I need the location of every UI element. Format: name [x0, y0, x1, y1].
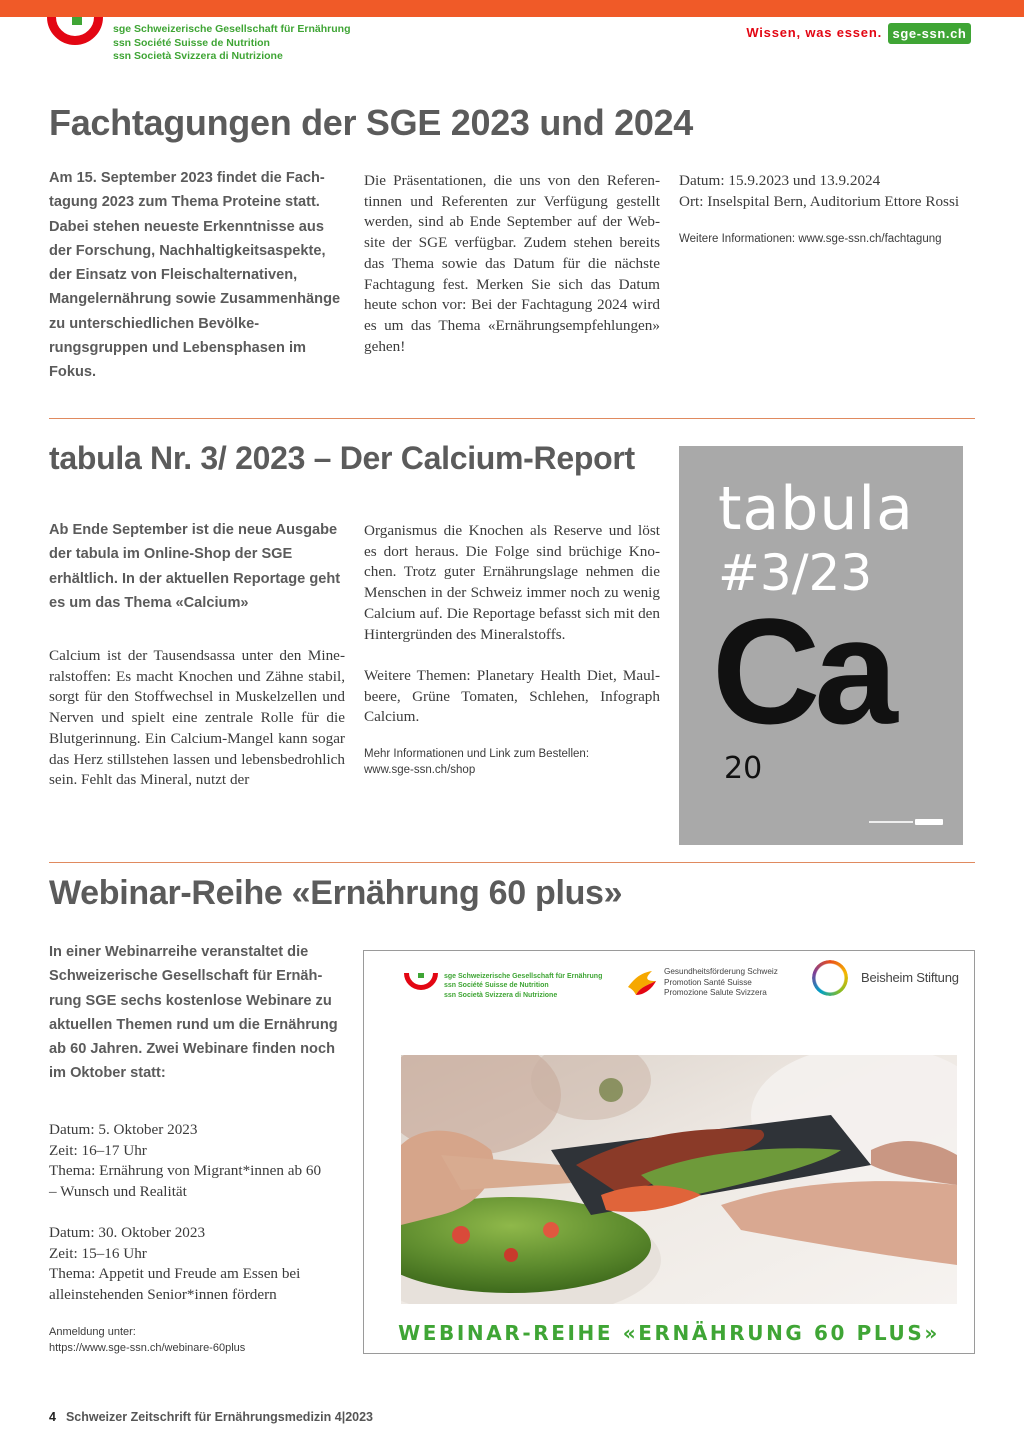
organization-names — [113, 23, 351, 64]
banner-caption: WEBINAR-REIHE «ERNÄHRUNG 60 PLUS» — [398, 1321, 940, 1345]
webinar-date: Datum: 30. Oktober 2023 — [49, 1224, 206, 1241]
org-line — [444, 991, 602, 1000]
section-title-webinar: Webinar-Reihe «Ernährung 60 plus» — [49, 874, 623, 912]
journal-title: Schweizer Zeitschrift für Ernährungsmedizin 4|2023 — [65, 1410, 374, 1424]
org-name: Schweizerische Gesellschaft für Ernährung — [134, 23, 351, 35]
org-line — [113, 37, 351, 51]
webinar-topic: Thema: Appetit und Freude am Essen bei — [49, 1265, 301, 1283]
beisheim-logo-icon — [812, 960, 848, 996]
food-sharing-photo — [401, 1055, 957, 1304]
registration-label: Anmeldung unter: — [49, 1326, 136, 1338]
webinar-date: Datum: 5. Oktober 2023 — [49, 1121, 198, 1138]
order-info-url[interactable]: www.sge-ssn.ch/shop — [364, 764, 476, 776]
tabula-cover-image — [679, 446, 963, 845]
top-accent-bar — [0, 0, 1024, 17]
webinar-time: Zeit: 15–16 Uhr — [49, 1244, 147, 1262]
event-date: Datum: 15.9.2023 und 13.9.2024 — [679, 172, 881, 189]
org-name: Société Suisse de Nutrition — [134, 36, 270, 49]
gesundheitsfoerderung-logo-icon — [626, 969, 660, 997]
webinar-time: Zeit: 16–17 Uhr — [49, 1141, 147, 1159]
section2-body-left: Calcium ist der Tausendsassa unter den Mineralstoffen: Es macht Knochen und Zähne stabil, sorgt für den Stoffwechsel in Muskelzellen und Nerven und spielt eine zentrale Rolle für die Blutgerinnung. Ein Calcium-Mangel kann sogar das Herz stillstehen lassen und lebensbedrohlich sein. Fehlt das Mineral, nutzt der — [49, 647, 345, 789]
page-footer — [49, 1410, 373, 1424]
webinar-item — [49, 1120, 349, 1203]
partner-beisheim: Beisheim Stiftung — [861, 970, 959, 985]
partner-gesundheitsfoerderung — [664, 967, 778, 999]
cover-element-symbol: Ca — [712, 587, 892, 755]
section1-body-text: Die Präsentationen, die uns von den Referentinnen und Referenten zur Verfügung gestellt werden, sind ab Ende September auf der Website der SGE verfügbar. Zudem stehen bereits das Thema sowie das Datum für die nächste Fachtagung fest. Merken Sie sich das Datum heute schon vor: Bei der Fachtagung 2024 wird es um das Thema «Ernährungsempfehlungen» gehen! — [364, 172, 660, 355]
webinar-topic-continued: alleinstehenden Senior*innen fördern — [49, 1286, 277, 1304]
section-divider — [49, 862, 975, 863]
banner-org-names — [444, 972, 602, 1000]
org-abbr: sge — [113, 23, 132, 35]
partner-line: Gesundheitsförderung Schweiz — [664, 967, 778, 976]
section-title-fachtagungen: Fachtagungen der SGE 2023 und 2024 — [49, 102, 694, 143]
cover-issue: #3/23 — [718, 544, 873, 602]
webinar-banner — [363, 950, 975, 1354]
cover-brand: tabula — [718, 474, 914, 544]
org-abbr: ssn — [444, 982, 457, 990]
cover-footer-mark — [869, 818, 943, 826]
webinar-item — [49, 1223, 349, 1306]
org-line — [113, 23, 351, 37]
org-abbr: ssn — [113, 50, 132, 62]
website-badge-link[interactable]: sge-ssn.ch — [888, 23, 971, 44]
section2-order-info[interactable] — [364, 746, 660, 778]
cover-atomic-number: 20 — [724, 751, 763, 786]
partner-line: Promozione Salute Svizzera — [664, 988, 767, 997]
section2-body-right: Organismus die Knochen als Reserve und löst es dort heraus. Die Folge sind brüchige Knochen. Trotz guter Ernährungslage nehmen die Menschen in der Schweiz immer noch zu wenig Calcium auf. Die Reportage befasst sich mit den Hintergründen des Mineralstoffs. — [364, 522, 660, 643]
org-name: Società Svizzera di Nutrizione — [134, 50, 283, 62]
org-line — [113, 50, 351, 64]
org-name: Società Svizzera di Nutrizione — [458, 991, 558, 999]
org-abbr: sge — [444, 973, 457, 980]
org-abbr: ssn — [113, 36, 132, 49]
photo-illustration — [401, 1055, 957, 1304]
section-title-calcium-report: tabula Nr. 3/ 2023 – Der Calcium-Report — [49, 440, 635, 476]
org-name: Schweizerische Gesellschaft für Ernährung — [458, 973, 603, 980]
section2-lead-text: Ab Ende September ist die neue Ausgabe der tabula im Online-Shop der SGE erhältlich. In der aktuellen Reportage geht es um das Thema «Calcium» — [49, 522, 341, 611]
section2-further-topics: Weitere Themen: Planetary Health Diet, Maulbeere, Grüne Tomaten, Schlehen, Infograph Calcium. — [364, 667, 660, 726]
page-number: 4 — [49, 1410, 56, 1424]
section-divider — [49, 418, 975, 419]
event-place: Ort: Inselspital Bern, Auditorium Ettore Rossi — [679, 192, 960, 210]
partner-line: Promotion Santé Suisse — [664, 977, 752, 987]
org-name: Société Suisse de Nutrition — [458, 982, 549, 990]
sge-logo-dot — [72, 17, 82, 25]
org-abbr: ssn — [444, 991, 457, 999]
webinar-topic: Thema: Ernährung von Migrant*innen ab 60 — [49, 1162, 322, 1180]
section1-more-info-link[interactable]: Weitere Informationen: www.sge-ssn.ch/fachtagung — [679, 233, 942, 245]
sge-logo-dot — [418, 973, 424, 978]
registration-url-link[interactable]: https://www.sge-ssn.ch/webinare-60plus — [49, 1342, 246, 1354]
webinar-registration[interactable] — [49, 1324, 349, 1356]
section1-lead-text: Am 15. September 2023 findet die Fachtagung 2023 zum Thema Proteine statt. Dabei stehen neueste Erkenntnisse aus der Forschung, Nachhaltigkeitsaspekte, der Einsatz von Fleischalternativen, Mangelernährung sowie Zusammenhänge zu unterschiedlichen Bevölkerungsgruppen und Lebensphasen im Fokus. — [49, 170, 341, 381]
order-info-label: Mehr Informationen und Link zum Bestellen: — [364, 748, 590, 760]
org-line — [444, 972, 602, 981]
tagline: Wissen, was essen. — [746, 25, 882, 40]
section3-lead-text: In einer Webinarreihe veranstaltet die Schweizerische Gesellschaft für Ernährung SGE sechs kostenlose Webinare zu aktuellen Themen rund um die Ernährung ab 60 Jahren. Zwei Webinare finden noch im Oktober statt: — [49, 944, 338, 1082]
webinar-topic-continued: – Wunsch und Realität — [49, 1183, 187, 1201]
org-line — [444, 981, 602, 990]
section1-event-info — [679, 171, 979, 212]
